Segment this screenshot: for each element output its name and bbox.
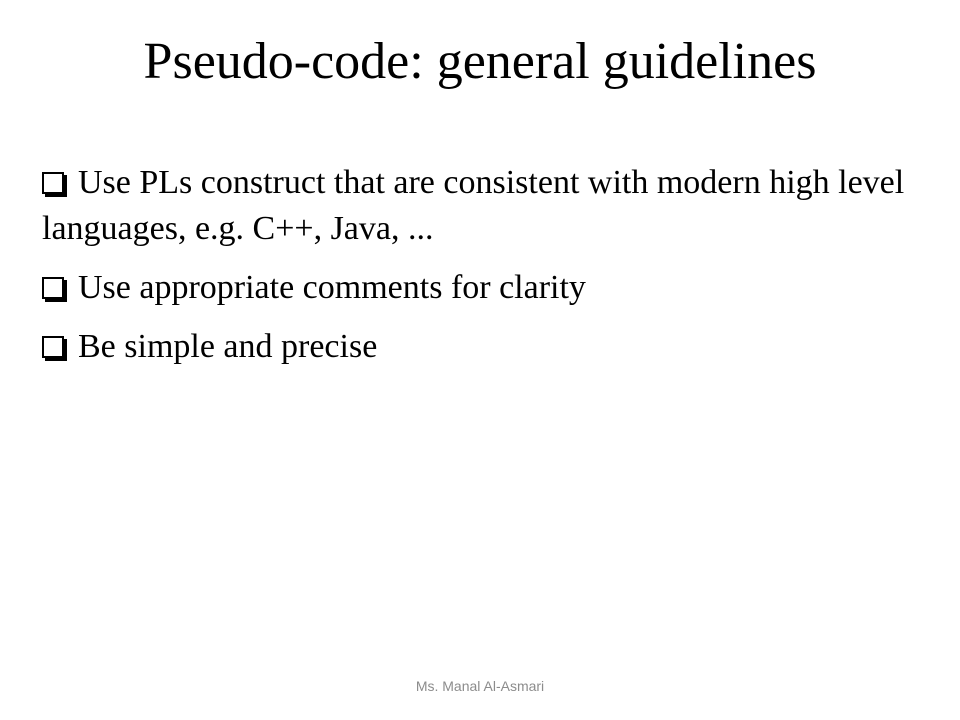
- footer-author: Ms. Manal Al-Asmari: [415, 678, 545, 694]
- slide-title: Pseudo-code: general guidelines: [143, 33, 817, 90]
- hollow-square-bullet-icon: [42, 172, 64, 194]
- bullet-item: [42, 324, 922, 370]
- hollow-square-bullet-icon: [42, 336, 64, 358]
- bullet-text: Be simple and precise: [78, 328, 378, 365]
- bullet-item: [42, 265, 922, 311]
- bullet-list: [42, 160, 922, 383]
- bullet-text: Use PLs construct that are consistent with modern high level languages, e.g. C++, Java, ...: [42, 164, 905, 247]
- bullet-item: [42, 160, 922, 252]
- bullet-text: Use appropriate comments for clarity: [78, 269, 586, 306]
- hollow-square-bullet-icon: [42, 277, 64, 299]
